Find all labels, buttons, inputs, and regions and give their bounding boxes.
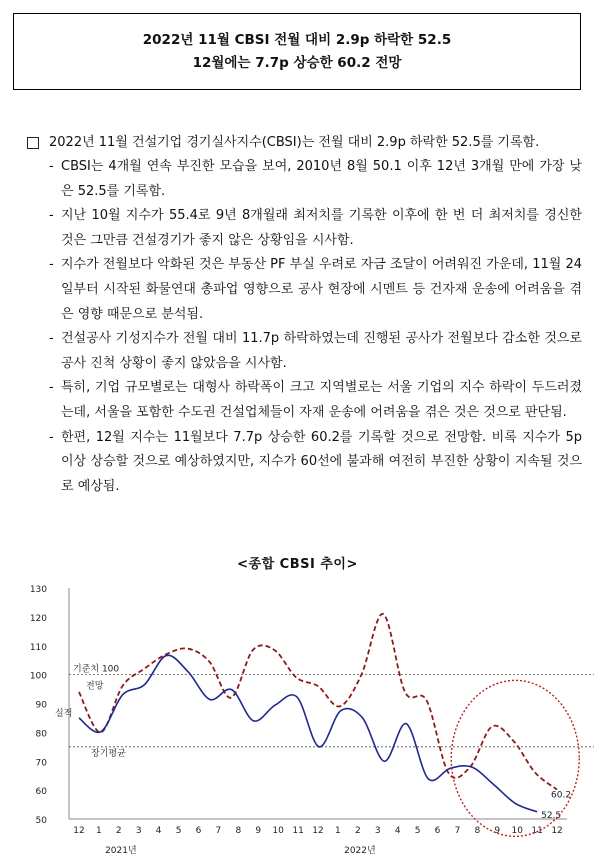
title-line-2: 12월에는 7.7p 상승한 60.2 전망: [192, 55, 402, 71]
x-tick-label: 2: [354, 826, 361, 836]
x-tick-label: 9: [494, 826, 501, 836]
x-tick-label: 12: [551, 826, 563, 836]
x-tick-label: 9: [255, 826, 262, 836]
x-tick-label: 8: [474, 826, 481, 836]
x-tick-label: 2: [115, 826, 122, 836]
x-tick-label: 4: [394, 826, 401, 836]
bullet-item: - 한편, 12월 지수는 11월보다 7.7p 상승한 60.2를 기록할 것으로 전망함. 비록 지수가 5p 이상 상승할 것으로 예상하였지만, 지수가 60선에 불과해 여전히 부진한 상황이 지속될 것으로 예상됨.: [27, 426, 582, 500]
series-line-forecast: [79, 614, 557, 790]
chart-title: <종합 CBSI 추이>: [237, 557, 358, 572]
series-label-actual: 실적: [55, 708, 73, 719]
bullet-item: - 건설공사 기성지수가 전월 대비 11.7p 하락하였는데 진행된 공사가 전월보다 감소한 것으로 공사 진척 상황이 좋지 않았음을 시사함.: [27, 327, 582, 376]
x-tick-label: 12: [312, 826, 324, 836]
x-tick-label: 1: [335, 826, 341, 836]
title-line-1: 2022년 11월 CBSI 전월 대비 2.9p 하락한 52.5: [142, 32, 452, 48]
annotation-forecast-last: 60.2: [551, 790, 572, 801]
summary-lead: [27, 130, 582, 155]
bullet-item: - 특히, 기업 규모별로는 대형사 하락폭이 크고 지역별로는 서울 기업의 지수 하락이 두드러졌는데, 서울을 포함한 수도권 건설업체들이 자재 운송에 어려움을 겪은 것은 것으로 판단됨.: [27, 376, 582, 425]
reference-line-label: 장기평균: [91, 748, 126, 759]
reference-line-label: 기준치 100: [73, 664, 120, 675]
y-tick-label: 100: [29, 671, 47, 682]
y-tick-label: 110: [29, 642, 47, 653]
bullet-item: - 지수가 전월보다 악화된 것은 부동산 PF 부실 우려로 자금 조달이 어려워진 가운데, 11월 24일부터 시작된 화물연대 총파업 영향으로 공사 현장에 시멘트 등 건자재 운송에 어려움을 겪은 영향 때문으로 분석됨.: [27, 253, 582, 327]
lead-text: 2022년 11월 건설기업 경기실사지수(CBSI)는 전월 대비 2.9p 하락한 52.5를 기록함.: [49, 135, 540, 150]
x-tick-label: 10: [511, 826, 523, 836]
year-label: 2022년: [344, 846, 376, 855]
bullet-list: [27, 155, 582, 499]
year-label: 2021년: [105, 846, 137, 855]
x-tick-label: 4: [155, 826, 162, 836]
y-tick-label: 90: [35, 700, 47, 711]
bullet-item: - 지난 10월 지수가 55.4로 9년 8개월래 최저치를 기록한 이후에 한 번 더 최저치를 경신한 것은 그만큼 건설경기가 좋지 않은 상황임을 시사함.: [27, 204, 582, 253]
y-tick-label: 130: [29, 585, 47, 595]
x-tick-label: 12: [73, 826, 85, 836]
checkbox-square-icon: [27, 137, 39, 149]
x-tick-label: 7: [454, 826, 461, 836]
x-tick-label: 3: [135, 826, 142, 836]
x-tick-label: 1: [96, 826, 102, 836]
x-tick-label: 3: [374, 826, 381, 836]
x-tick-label: 11: [292, 826, 304, 836]
x-tick-label: 7: [215, 826, 222, 836]
summary-section: [27, 130, 582, 499]
title-box: [13, 13, 581, 90]
cbsi-line-chart: [0, 575, 595, 855]
x-tick-label: 10: [272, 826, 284, 836]
series-label-forecast: 전망: [86, 681, 104, 692]
x-tick-label: 11: [531, 826, 543, 836]
y-tick-label: 60: [35, 787, 47, 798]
x-tick-label: 5: [175, 826, 182, 836]
series-line-actual: [79, 655, 537, 811]
y-tick-label: 120: [29, 613, 47, 624]
y-tick-label: 70: [35, 758, 47, 769]
y-tick-label: 80: [35, 729, 47, 740]
x-tick-label: 8: [235, 826, 242, 836]
x-tick-label: 6: [195, 826, 202, 836]
bullet-item: - CBSI는 4개월 연속 부진한 모습을 보여, 2010년 8월 50.1 이후 12년 3개월 만에 가장 낮은 52.5를 기록함.: [27, 155, 582, 204]
x-tick-label: 6: [434, 826, 441, 836]
annotation-actual-last: 52.5: [541, 810, 562, 821]
y-tick-label: 50: [35, 816, 47, 826]
x-tick-label: 5: [414, 826, 421, 836]
